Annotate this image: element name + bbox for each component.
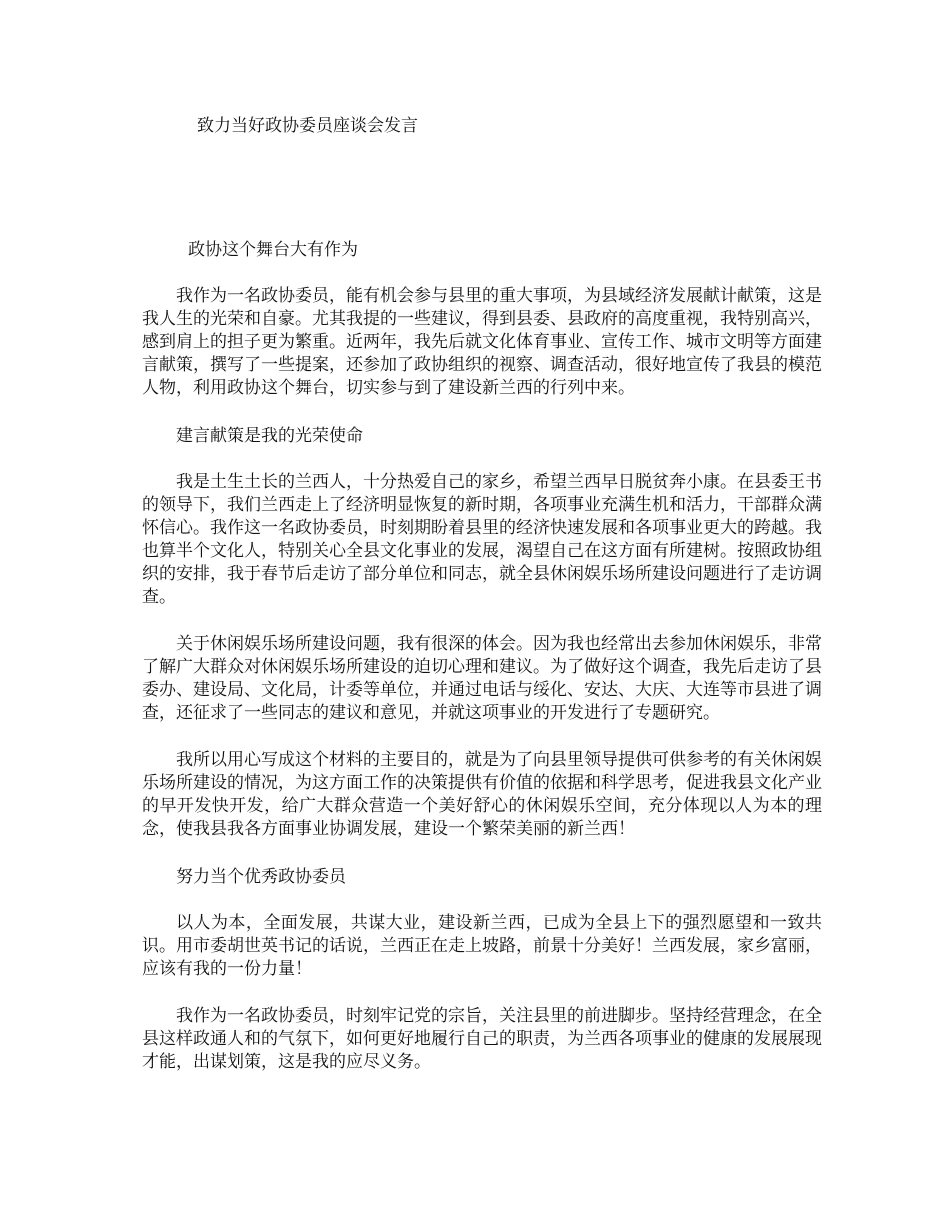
- section-heading: 政协这个舞台大有作为: [188, 240, 358, 260]
- document-title: 致力当好政协委员座谈会发言: [197, 116, 418, 136]
- paragraph: 我所以用心写成这个材料的主要目的，就是为了向县里领导提供可供参考的有关休闲娱乐场所建设的情况，为这方面工作的决策提供有价值的依据和科学思考，促进我县文化产业的早开发快开发，给广大群众营造一个美好舒心的休闲娱乐空间，充分体现以人为本的理念，使我县我各方面事业协调发展，建设一个繁荣美丽的新兰西！: [142, 750, 822, 839]
- paragraph: 以人为本，全面发展，共谋大业，建设新兰西，已成为全县上下的强烈愿望和一致共识。用市委胡世英书记的话说，兰西正在走上坡路，前景十分美好！兰西发展，家乡富丽，应该有我的一份力量！: [142, 913, 822, 979]
- paragraph: 我是土生土长的兰西人，十分热爱自己的家乡，希望兰西早日脱贫奔小康。在县委王书的领导下，我们兰西走上了经济明显恢复的新时期，各项事业充满生机和活力，干部群众满怀信心。我作这一名政协委员，时刻期盼着县里的经济快速发展和各项事业更大的跨越。我也算半个文化人，特别关心全县文化事业的发展，渴望自己在这方面有所建树。按照政协组织的安排，我于春节后走访了部分单位和同志，就全县休闲娱乐场所建设问题进行了走访调查。: [142, 472, 822, 607]
- paragraph: 关于休闲娱乐场所建设问题，我有很深的体会。因为我也经常出去参加休闲娱乐，非常了解广大群众对休闲娱乐场所建设的迫切心理和建议。为了做好这个调查，我先后走访了县委办、建设局、文化局，计委等单位，并通过电话与绥化、安达、大庆、大连等市县进了调查，还征求了一些同志的建议和意见，并就这项事业的开发进行了专题研究。: [142, 634, 822, 723]
- section-heading: 努力当个优秀政协委员: [176, 867, 346, 887]
- paragraph: 我作为一名政协委员，时刻牢记党的宗旨，关注县里的前进脚步。坚持经营理念，在全县这样政通人和的气氛下，如何更好地履行自己的职责，为兰西各项事业的健康的发展展现才能，出谋划策，这是我的应尽义务。: [142, 1006, 822, 1072]
- paragraph: 我作为一名政协委员，能有机会参与县里的重大事项，为县域经济发展献计献策，这是我人生的光荣和自豪。尤其我提的一些建议，得到县委、县政府的高度重视，我特别高兴，感到肩上的担子更为繁重。近两年，我先后就文化体育事业、宣传工作、城市文明等方面建言献策，撰写了一些提案，还参加了政协组织的视察、调查活动，很好地宣传了我县的模范人物，利用政协这个舞台，切实参与到了建设新兰西的行列中来。: [142, 286, 822, 398]
- section-heading: 建言献策是我的光荣使命: [176, 426, 363, 446]
- document-body: [142, 238, 822, 1074]
